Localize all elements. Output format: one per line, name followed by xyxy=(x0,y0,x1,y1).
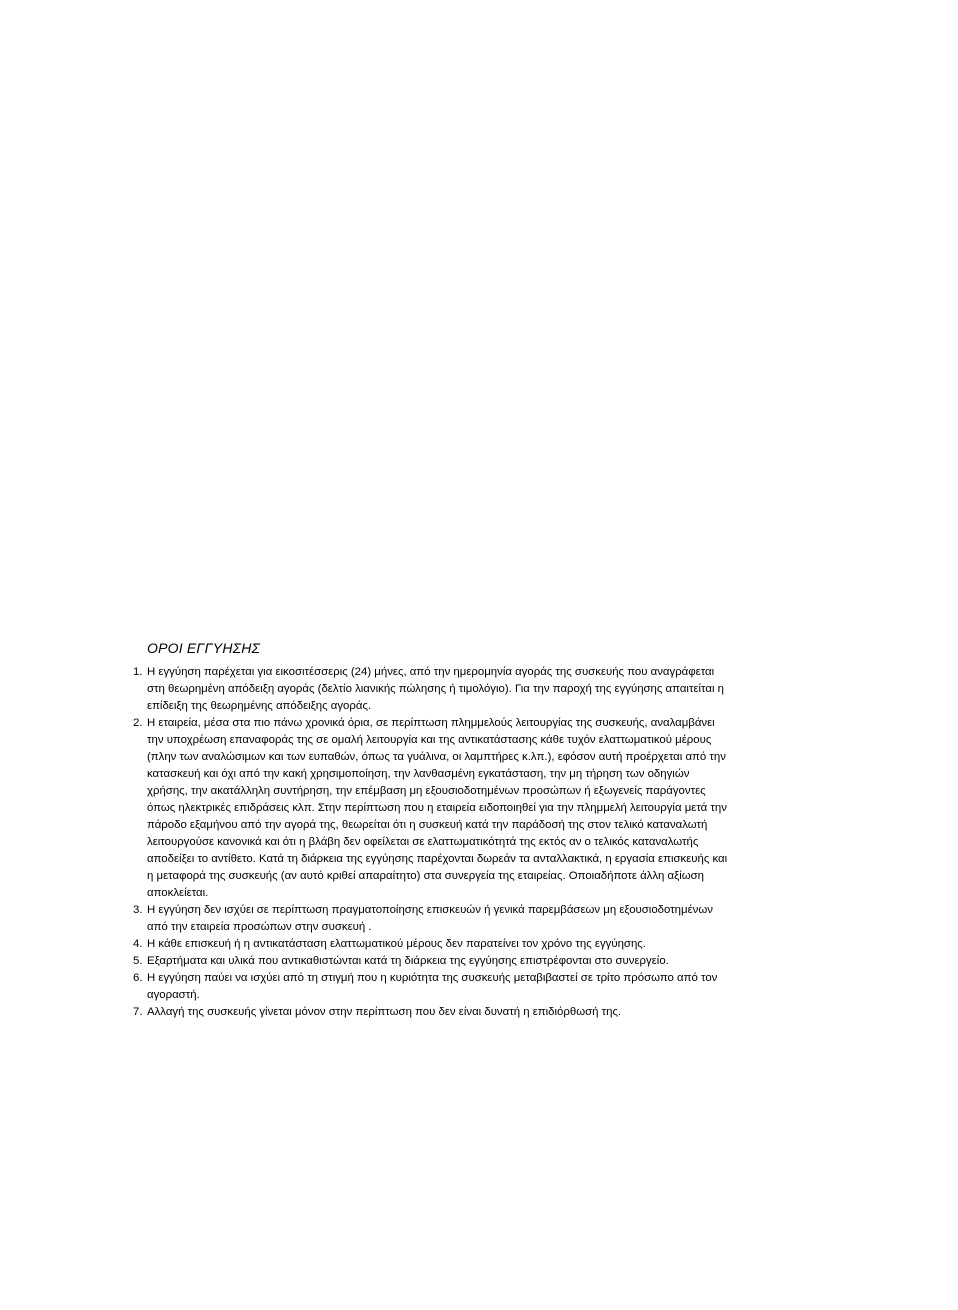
term-number: 2. xyxy=(133,717,143,729)
warranty-terms-section xyxy=(133,640,733,1021)
term-text: Εξαρτήματα και υλικά που αντικαθιστώνται κατά τη διάρκεια της εγγύησης επιστρέφονται στο συνεργείο. xyxy=(147,955,669,967)
warranty-title: ΟΡΟΙ ΕΓΓΥΗΣΗΣ xyxy=(147,640,261,656)
term-text: Η εταιρεία, μέσα στα πιο πάνω χρονικά όρια, σε περίπτωση πλημμελούς λειτουργίας της συσκευής, αναλαμβάνει την υποχρέωση επαναφοράς της σε ομαλή λειτουργία και της αντικατάστασης κάθε τυχόν ελαττωματικού μέρους (πλην των αναλώσιμων και των ευπαθών, όπως τα γυάλινα, οι λαμπτήρες κ.λπ.), εφόσον αυτή προέρχεται από την κατασκευή και όχι από την κακή χρησιμοποίηση, την λανθασμένη εγκατάσταση, την μη τήρηση των οδηγιών χρήσης, την ακατάλληλη συντήρηση, την επέμβαση μη εξουσιοδοτημένων προσώπων ή εξωγενείς παράγοντες όπως ηλεκτρικές επιδράσεις κλπ. Στην περίπτωση που η εταιρεία ειδοποιηθεί για την πλημμελή λειτουργία μετά την πάροδο εξαμήνου από την αγορά της, θεωρείται ότι η συσκευή κατά την παράδοσή της στον τελικό καταναλωτή λειτουργούσε κανονικά και ότι η βλάβη δεν οφείλεται σε ελαττωματικότητά της εκτός αν ο τελικός καταναλωτής αποδείξει το αντίθετο. Κατά τη διάρκεια της εγγύησης παρέχονται δωρεάν τα ανταλλακτικά, η εργασία επισκευής και η μεταφορά της συσκευής (αν αυτό κριθεί απαραίτητο) στα συνεργεία της εταιρείας. Οποιαδήποτε άλλη αξίωση αποκλείεται. xyxy=(147,717,728,899)
terms-list xyxy=(133,664,733,1021)
term-number: 4. xyxy=(133,938,143,950)
term-item-4 xyxy=(133,936,733,953)
term-text: Η εγγύηση παρέχεται για εικοσιτέσσερις (24) μήνες, από την ημερομηνία αγοράς της συσκευής που αναγράφεται στη θεωρημένη απόδειξη αγοράς (δελτίο λιανικής πώλησης ή τιμολόγιο). Για την παροχή της εγγύησης απαιτείται η επίδειξη της θεωρημένης απόδειξης αγοράς. xyxy=(147,666,725,712)
term-text: Η εγγύηση παύει να ισχύει από τη στιγμή που η κυριότητα της συσκευής μεταβιβαστεί σε τρίτο πρόσωπο από τον αγοραστή. xyxy=(147,972,718,1001)
term-number: 7. xyxy=(133,1006,143,1018)
term-number: 1. xyxy=(133,666,143,678)
term-number: 3. xyxy=(133,904,143,916)
term-text: Η εγγύηση δεν ισχύει σε περίπτωση πραγματοποίησης επισκευών ή γενικά παρεμβάσεων μη εξουσιοδοτημένων από την εταιρεία προσώπων στην συσκευή . xyxy=(147,904,713,933)
term-number: 5. xyxy=(133,955,143,967)
term-item-6 xyxy=(133,970,733,1004)
term-item-1 xyxy=(133,664,733,715)
term-text: Η κάθε επισκευή ή η αντικατάσταση ελαττωματικού μέρους δεν παρατείνει τον χρόνο της εγγύησης. xyxy=(147,938,646,950)
term-item-5 xyxy=(133,953,733,970)
term-item-3 xyxy=(133,902,733,936)
term-item-7 xyxy=(133,1004,733,1021)
term-item-2 xyxy=(133,715,733,902)
term-text: Αλλαγή της συσκευής γίνεται μόνον στην περίπτωση που δεν είναι δυνατή η επιδιόρθωσή της. xyxy=(147,1006,622,1018)
term-number: 6. xyxy=(133,972,143,984)
